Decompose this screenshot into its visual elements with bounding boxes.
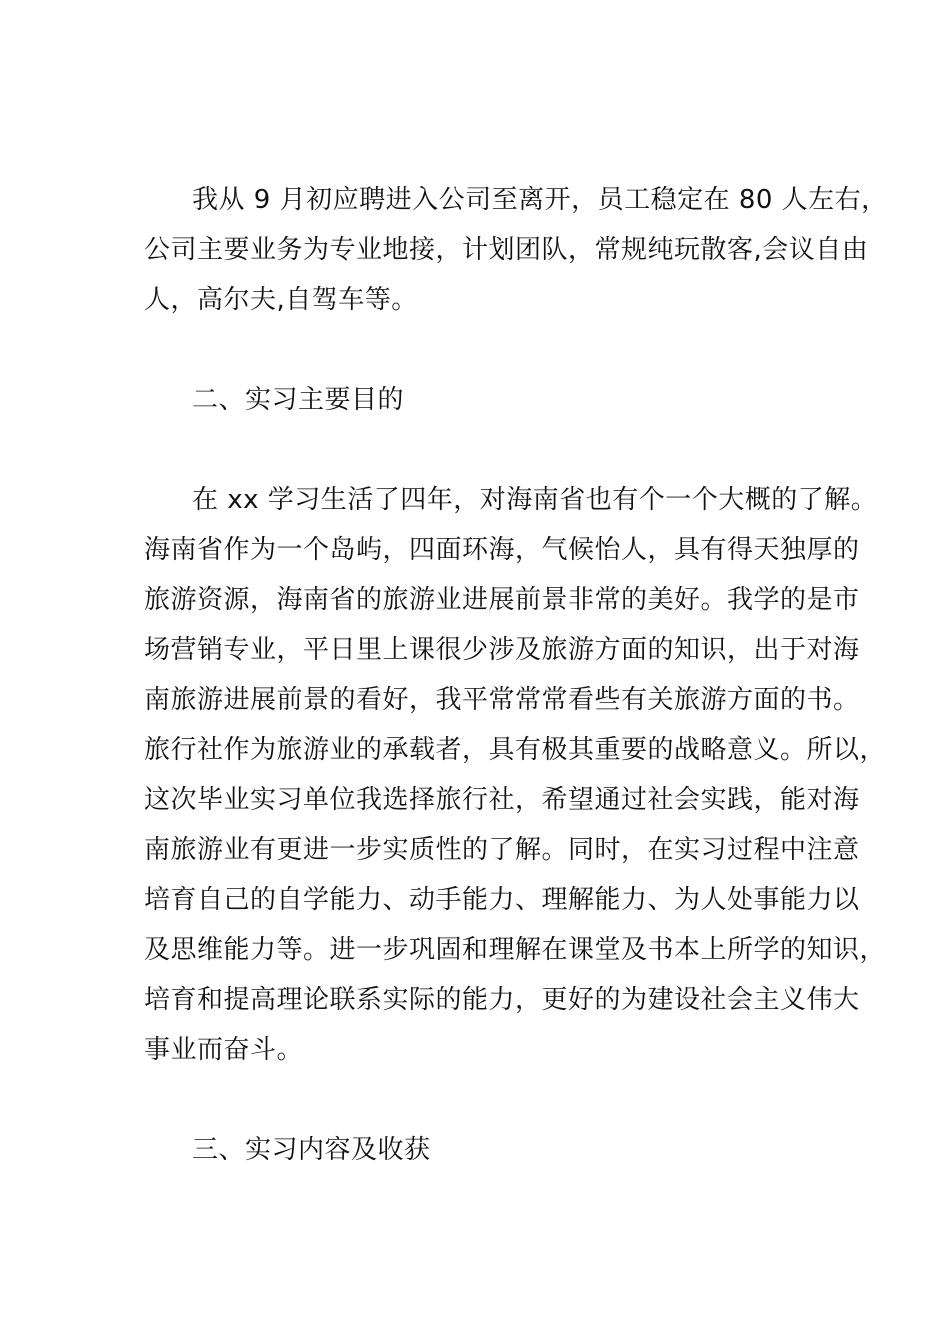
paragraph-2-line-11: 培育和提高理论联系实际的能力，更好的为建设社会主义伟大 (144, 985, 860, 1015)
paragraph-2-line-8: 南旅游业有更进一步实质性的了解。同时，在实习过程中注意 (144, 835, 860, 865)
paragraph-2-line-12: 事业而奋斗。 (144, 1035, 304, 1065)
paragraph-1-line-1: 我从 9 月初应聘进入公司至离开，员工稳定在 80 人左右， (192, 185, 888, 215)
paragraph-2-line-3: 旅游资源，海南省的旅游业进展前景非常的美好。我学的是市 (144, 585, 860, 615)
paragraph-2-line-7: 这次毕业实习单位我选择旅行社，希望通过社会实践，能对海 (144, 785, 860, 815)
paragraph-1-line-3: 人，高尔夫,自驾车等。 (144, 285, 418, 315)
paragraph-2-line-10: 及思维能力等。进一步巩固和理解在课堂及书本上所学的知识， (144, 935, 887, 965)
section-heading-objective: 二、实习主要目的 (192, 385, 405, 415)
paragraph-2-line-2: 海南省作为一个岛屿，四面环海，气候怡人，具有得天独厚的 (144, 535, 860, 565)
paragraph-2-line-1: 在 xx 学习生活了四年，对海南省也有个一个大概的了解。 (192, 485, 878, 515)
paragraph-2-line-9: 培育自己的自学能力、动手能力、理解能力、为人处事能力以 (144, 885, 860, 915)
section-heading-content: 三、实习内容及收获 (192, 1135, 431, 1165)
paragraph-2-line-4: 场营销专业，平日里上课很少涉及旅游方面的知识，出于对海 (144, 635, 860, 665)
paragraph-1-line-2: 公司主要业务为专业地接，计划团队，常规纯玩散客,会议自由 (144, 235, 869, 265)
paragraph-2-line-5: 南旅游进展前景的看好，我平常常常看些有关旅游方面的书。 (144, 685, 860, 715)
paragraph-2-line-6: 旅行社作为旅游业的承载者，具有极其重要的战略意义。所以， (144, 735, 887, 765)
